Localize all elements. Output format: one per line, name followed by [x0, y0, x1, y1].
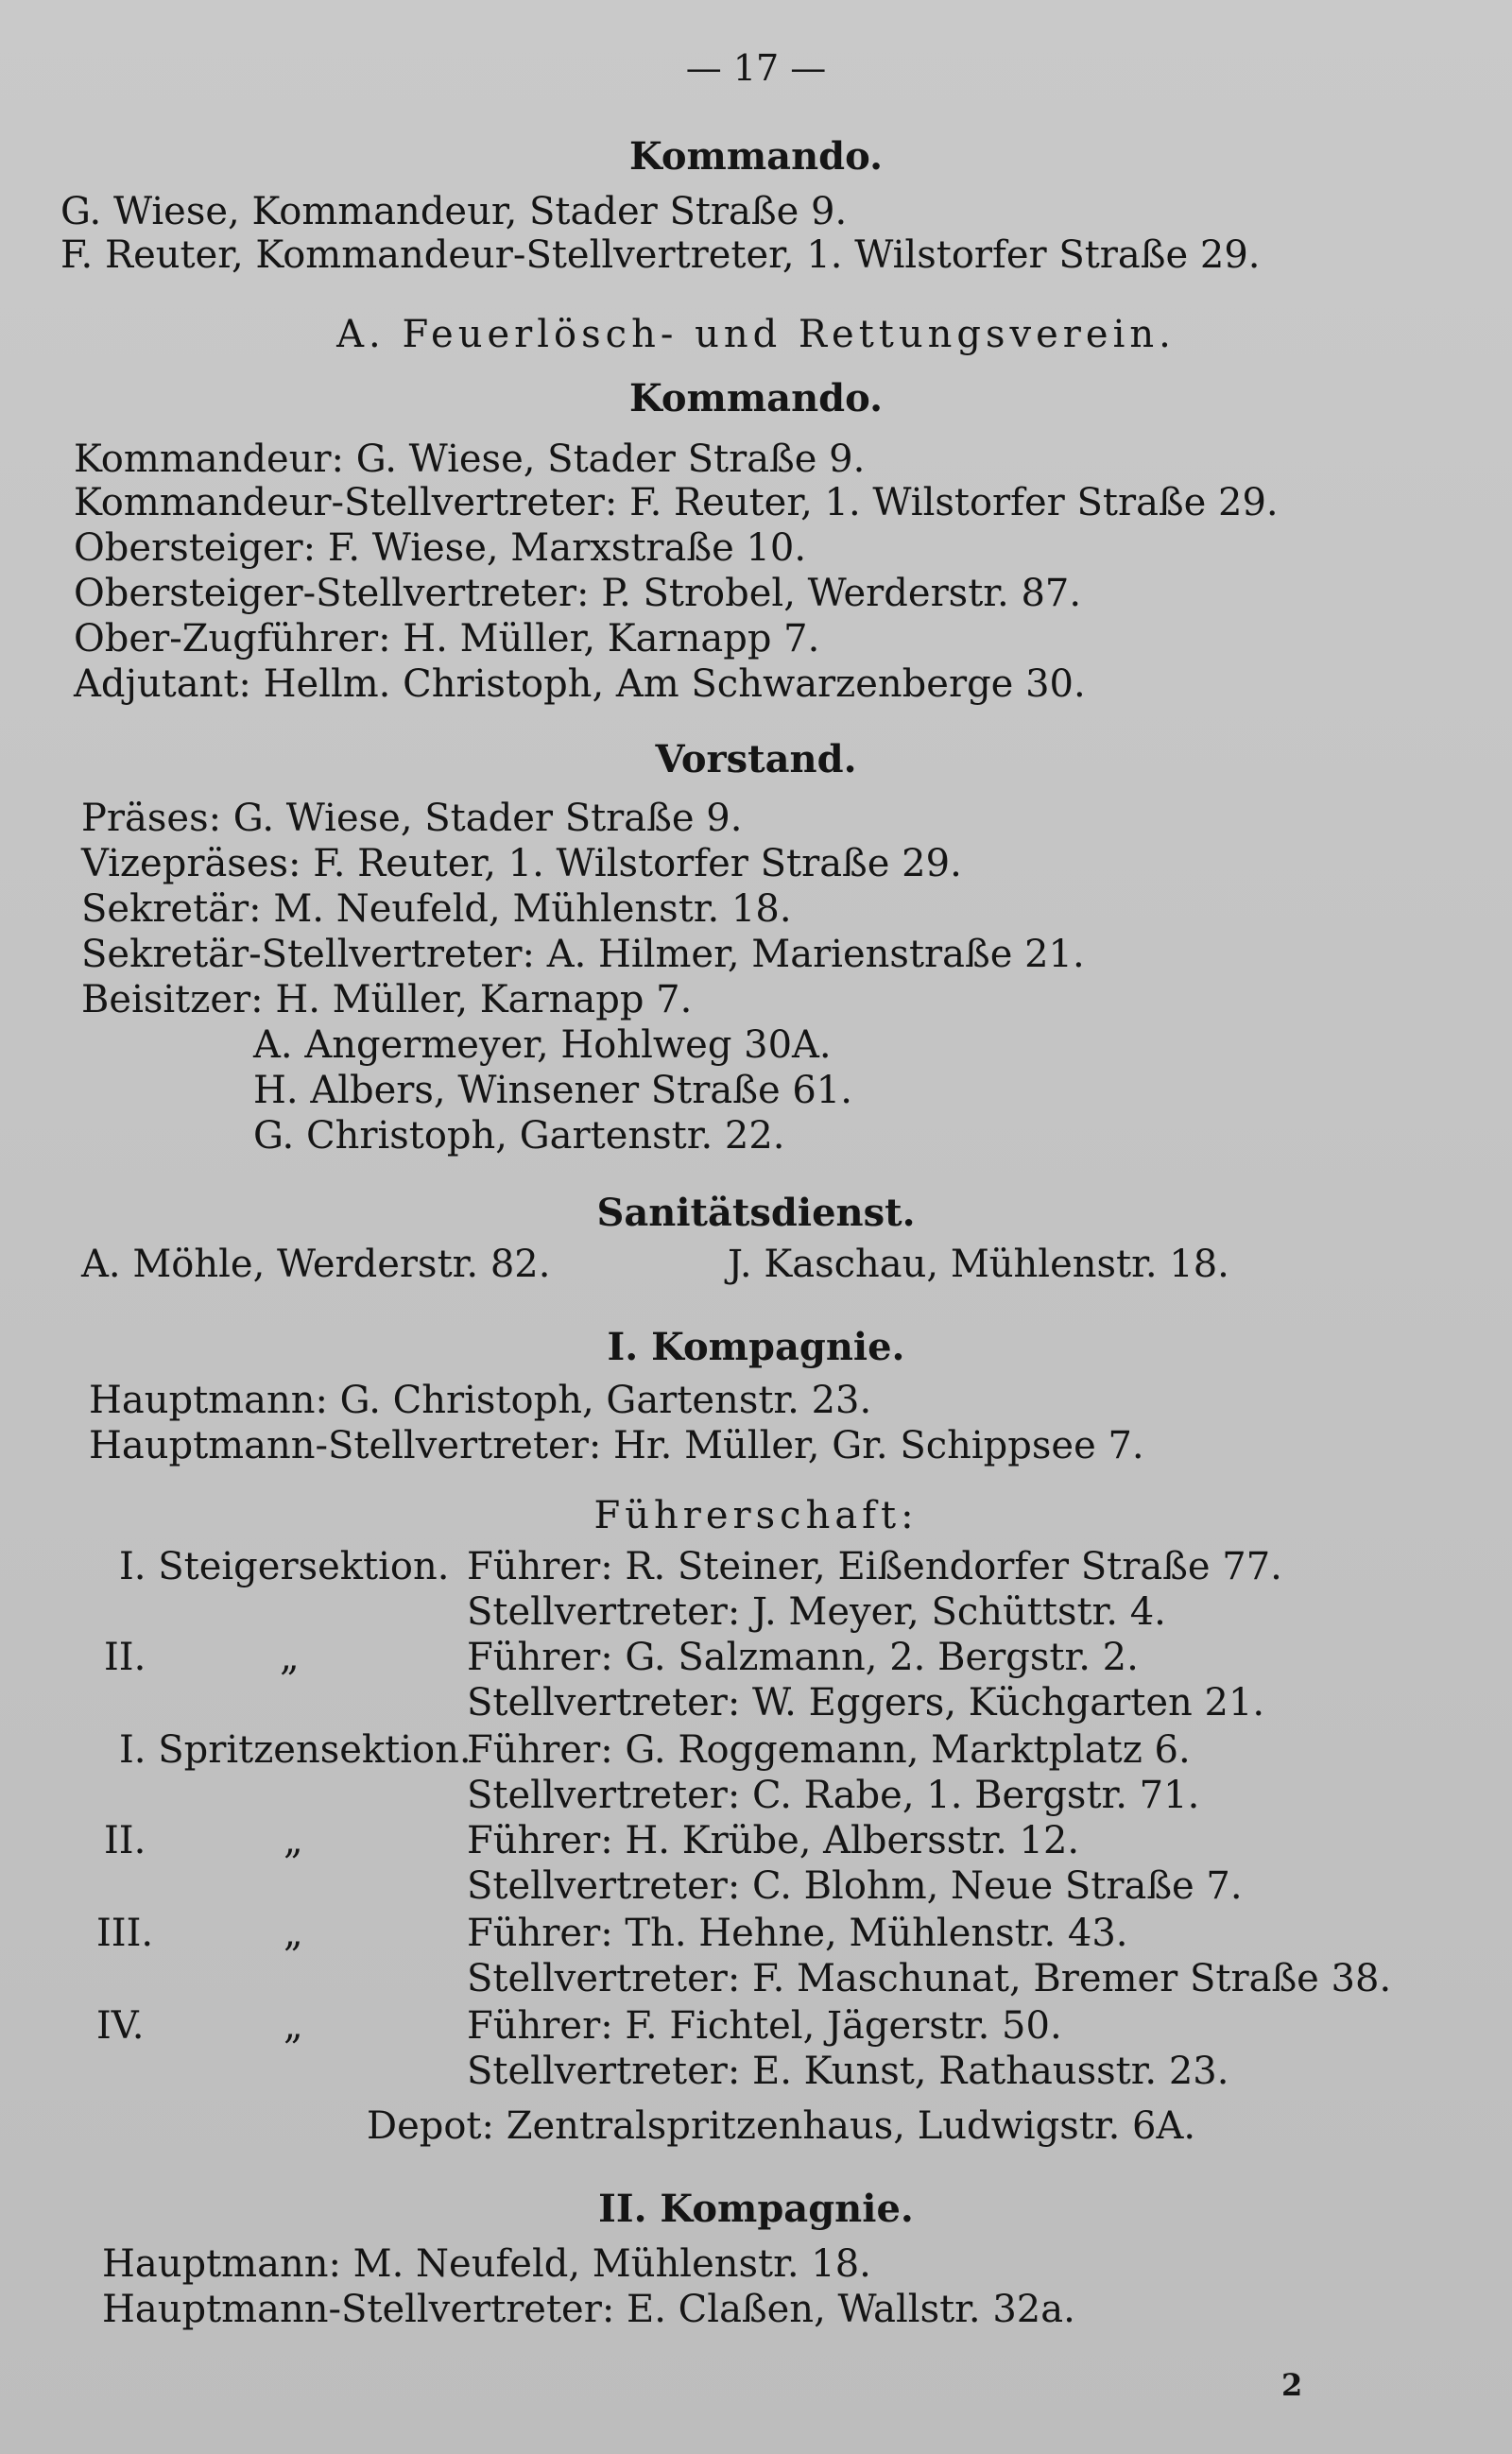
text-line: Hauptmann-Stellvertreter: E. Claßen, Wallstr. 32a. — [102, 2288, 1075, 2331]
text-line: Sekretär-Stellvertreter: A. Hilmer, Marienstraße 21. — [81, 933, 1085, 976]
section-fuehrer: Führer: F. Fichtel, Jägerstr. 50. — [467, 2004, 1062, 2048]
section-fuehrer: Führer: R. Steiner, Eißendorfer Straße 77. — [467, 1545, 1282, 1588]
text-line: F. Reuter, Kommandeur-Stellvertreter, 1. Wilstorfer Straße 29. — [60, 233, 1261, 277]
section-fuehrer: Führer: G. Roggemann, Marktplatz 6. — [467, 1728, 1191, 1772]
ditto-mark: „ — [284, 1912, 303, 1955]
text-line: Hauptmann: M. Neufeld, Mühlenstr. 18. — [102, 2242, 871, 2286]
text-line: G. Wiese, Kommandeur, Stader Straße 9. — [60, 190, 848, 233]
page-number: — 17 — — [685, 47, 827, 89]
text-line: A. Möhle, Werderstr. 82. — [81, 1243, 551, 1286]
section-stellvertreter: Stellvertreter: J. Meyer, Schüttstr. 4. — [467, 1590, 1166, 1634]
section-stellvertreter: Stellvertreter: W. Eggers, Küchgarten 21. — [467, 1681, 1265, 1725]
text-line: Hauptmann-Stellvertreter: Hr. Müller, Gr. Schippsee 7. — [89, 1424, 1144, 1467]
text-line: A. Angermeyer, Hohlweg 30A. — [253, 1023, 832, 1067]
ditto-mark: „ — [284, 1819, 303, 1862]
text-line: G. Christoph, Gartenstr. 22. — [253, 1114, 785, 1158]
section-fuehrer: Führer: H. Krübe, Albersstr. 12. — [467, 1819, 1080, 1862]
section-label: I. Steigersektion. — [119, 1545, 450, 1588]
text-line: Adjutant: Hellm. Christoph, Am Schwarzenberge 30. — [74, 662, 1086, 706]
section-fuehrer: Führer: Th. Hehne, Mühlenstr. 43. — [467, 1912, 1128, 1955]
text-line: Vizepräses: F. Reuter, 1. Wilstorfer Straße 29. — [81, 842, 962, 885]
text-line: J. Kaschau, Mühlenstr. 18. — [728, 1243, 1229, 1286]
signature-mark: 2 — [1281, 2367, 1303, 2403]
text-line: Obersteiger-Stellvertreter: P. Strobel, Werderstr. 87. — [74, 572, 1082, 615]
section-stellvertreter: Stellvertreter: C. Rabe, 1. Bergstr. 71. — [467, 1774, 1200, 1817]
text-line: Kommandeur-Stellvertreter: F. Reuter, 1. Wilstorfer Straße 29. — [74, 481, 1279, 524]
depot-line: Depot: Zentralspritzenhaus, Ludwigstr. 6A. — [367, 2104, 1196, 2148]
text-line: H. Albers, Winsener Straße 61. — [253, 1069, 852, 1112]
section-label: IV. — [96, 2004, 145, 2048]
section-label: II. — [104, 1819, 146, 1862]
text-line: Obersteiger: F. Wiese, Marxstraße 10. — [74, 526, 807, 570]
heading-fuehrerschaft: Führerschaft: — [593, 1494, 919, 1537]
section-label: III. — [96, 1912, 154, 1955]
section-fuehrer: Führer: G. Salzmann, 2. Bergstr. 2. — [467, 1636, 1139, 1679]
ditto-mark: „ — [280, 1636, 300, 1679]
section-stellvertreter: Stellvertreter: C. Blohm, Neue Straße 7. — [467, 1864, 1243, 1908]
section-stellvertreter: Stellvertreter: F. Maschunat, Bremer Straße 38. — [467, 1957, 1392, 2000]
heading-kompagnie-1: I. Kompagnie. — [607, 1325, 905, 1369]
text-line: Sekretär: M. Neufeld, Mühlenstr. 18. — [81, 887, 792, 931]
text-line: Ober-Zugführer: H. Müller, Karnapp 7. — [74, 617, 820, 661]
heading-sanitaetsdienst: Sanitätsdienst. — [596, 1191, 916, 1235]
section-label: I. Spritzensektion. — [119, 1728, 472, 1772]
section-stellvertreter: Stellvertreter: E. Kunst, Rathausstr. 23. — [467, 2050, 1229, 2093]
heading-kommando-verein: Kommando. — [628, 376, 884, 420]
heading-kommando: Kommando. — [628, 134, 884, 179]
ditto-mark: „ — [284, 2004, 303, 2048]
text-line: Hauptmann: G. Christoph, Gartenstr. 23. — [89, 1379, 872, 1422]
heading-vorstand: Vorstand. — [655, 737, 857, 781]
section-label: II. — [104, 1636, 146, 1679]
heading-kompagnie-2: II. Kompagnie. — [598, 2187, 914, 2231]
text-line: Beisitzer: H. Müller, Karnapp 7. — [81, 978, 693, 1021]
heading-verein: A. Feuerlösch- und Rettungsverein. — [336, 313, 1176, 356]
text-line: Präses: G. Wiese, Stader Straße 9. — [81, 797, 743, 840]
text-line: Kommandeur: G. Wiese, Stader Straße 9. — [74, 438, 866, 481]
